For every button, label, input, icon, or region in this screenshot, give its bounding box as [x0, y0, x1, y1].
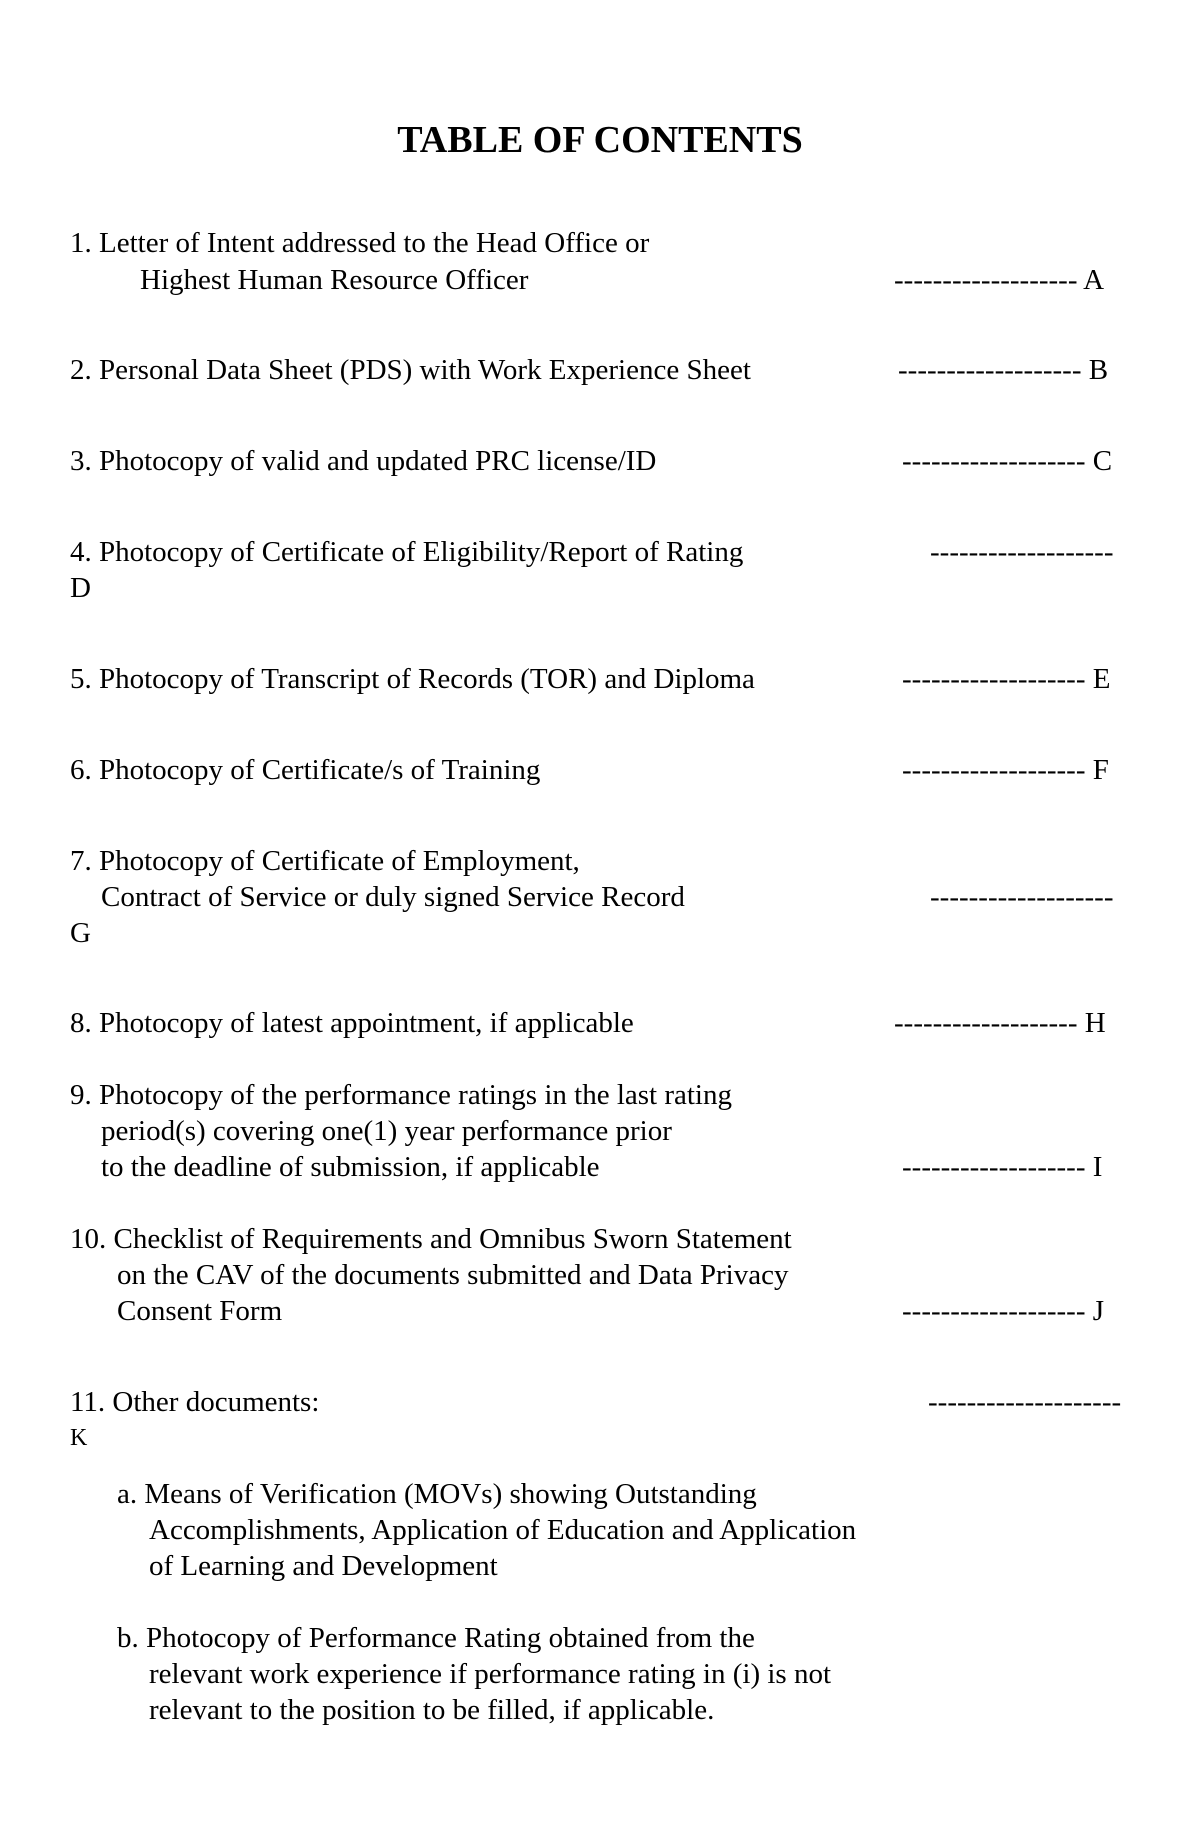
- toc-entry-3-leader: ------------------- C: [902, 445, 1113, 477]
- toc-entry-4-leader: -------------------: [930, 536, 1114, 568]
- toc-entry-6-leader: ------------------- F: [902, 754, 1109, 786]
- toc-entry-10-line-2: on the CAV of the documents submitted and Data Privacy: [117, 1259, 789, 1291]
- toc-entry-10-line-1: 10. Checklist of Requirements and Omnibus Sworn Statement: [70, 1223, 792, 1255]
- toc-entry-11-line-1: 11. Other documents:: [70, 1386, 320, 1418]
- toc-entry-9-line-2: period(s) covering one(1) year performance prior: [101, 1115, 672, 1147]
- toc-entry-1-line-2: Highest Human Resource Officer: [140, 264, 529, 296]
- toc-entry-5-line-1: 5. Photocopy of Transcript of Records (TOR) and Diploma: [70, 663, 755, 695]
- toc-entry-1-leader: ------------------- A: [894, 264, 1105, 296]
- toc-subitem-a-line-2: Accomplishments, Application of Education and Application: [149, 1514, 857, 1546]
- toc-entry-11-continuation: K: [70, 1425, 88, 1451]
- toc-entry-4-continuation: D: [70, 572, 91, 604]
- toc-entry-8-line-1: 8. Photocopy of latest appointment, if applicable: [70, 1007, 634, 1039]
- toc-subitem-b-line-2: relevant work experience if performance rating in (i) is not: [149, 1658, 832, 1690]
- toc-entry-9-leader: ------------------- I: [902, 1151, 1103, 1183]
- toc-entry-11-leader: --------------------: [928, 1386, 1122, 1418]
- toc-entry-2-line-1: 2. Personal Data Sheet (PDS) with Work Experience Sheet: [70, 354, 751, 386]
- toc-entry-1-line-1: 1. Letter of Intent addressed to the Head Office or: [70, 227, 650, 259]
- toc-subitem-a-line-3: of Learning and Development: [149, 1550, 498, 1582]
- toc-entry-4-line-1: 4. Photocopy of Certificate of Eligibility/Report of Rating: [70, 536, 744, 568]
- toc-entry-6-line-1: 6. Photocopy of Certificate/s of Training: [70, 754, 541, 786]
- toc-subitem-a-line-1: a. Means of Verification (MOVs) showing Outstanding: [117, 1478, 757, 1510]
- toc-entry-10-line-3: Consent Form: [117, 1295, 283, 1327]
- toc-entry-7-line-1: 7. Photocopy of Certificate of Employment,: [70, 845, 580, 877]
- toc-subitem-b-line-1: b. Photocopy of Performance Rating obtained from the: [117, 1622, 755, 1654]
- toc-entry-7-continuation: G: [70, 917, 91, 949]
- toc-entry-8-leader: ------------------- H: [894, 1007, 1106, 1039]
- toc-entry-3-line-1: 3. Photocopy of valid and updated PRC license/ID: [70, 445, 657, 477]
- page-title: TABLE OF CONTENTS: [397, 119, 803, 161]
- toc-entry-2-leader: ------------------- B: [898, 354, 1109, 386]
- toc-entry-9-line-3: to the deadline of submission, if applicable: [101, 1151, 600, 1183]
- toc-entry-7-line-2: Contract of Service or duly signed Service Record: [101, 881, 685, 913]
- toc-subitem-b-line-3: relevant to the position to be filled, if applicable.: [149, 1694, 715, 1726]
- toc-entry-5-leader: ------------------- E: [902, 663, 1111, 695]
- toc-entry-10-leader: ------------------- J: [902, 1295, 1105, 1327]
- toc-entry-9-line-1: 9. Photocopy of the performance ratings in the last rating: [70, 1079, 732, 1111]
- toc-entry-7-leader: -------------------: [930, 881, 1114, 913]
